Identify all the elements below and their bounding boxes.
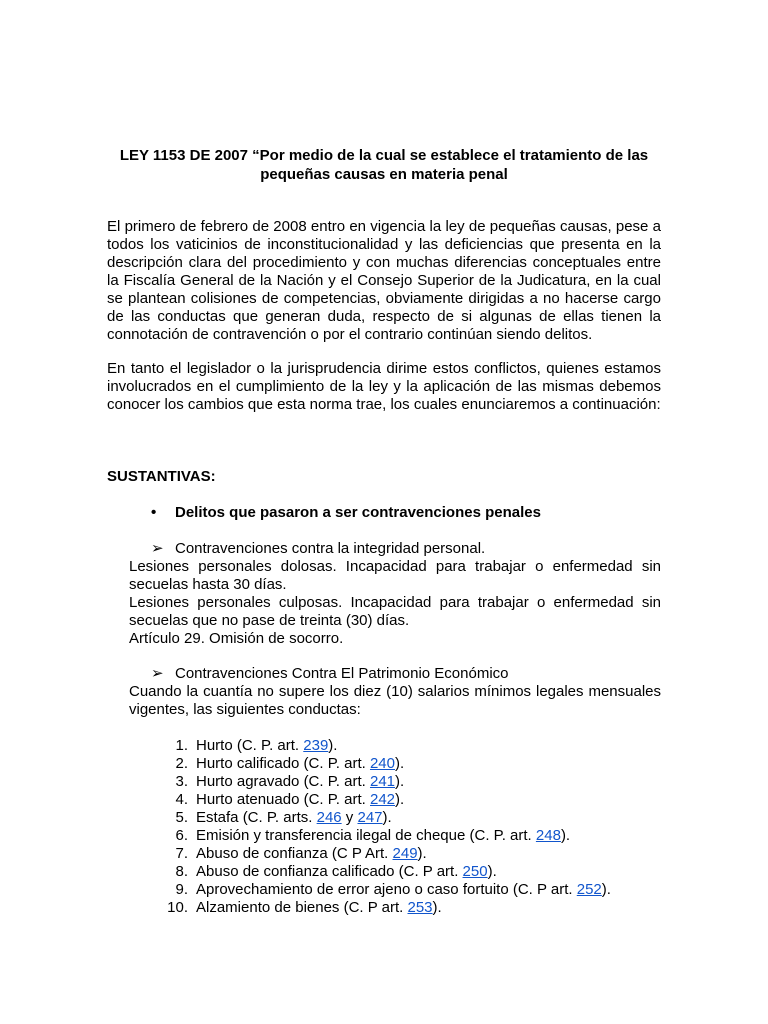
article-link[interactable]: 246 [316, 809, 342, 826]
list-text-post: ). [601, 881, 611, 898]
list-number: 8. [175, 863, 188, 880]
list-text [196, 791, 404, 809]
article-link[interactable]: 241 [369, 773, 396, 790]
subsection-title: Contravenciones contra la integridad personal. [175, 540, 486, 557]
list-item [166, 773, 646, 791]
list-item [166, 737, 646, 755]
list-text-post: ). [432, 899, 442, 916]
bullet-text: Delitos que pasaron a ser contravenciones penales [175, 504, 541, 521]
list-text-post: ). [487, 863, 497, 880]
list-text-pre: Emisión y transferencia ilegal de cheque (C. P. art. [196, 827, 536, 844]
article-link[interactable]: 240 [369, 755, 395, 772]
list-item [166, 899, 646, 917]
list-item [166, 827, 646, 845]
paragraph-intro: El primero de febrero de 2008 entro en vigencia la ley de pequeñas causas, pese a todos los vaticinios de inconstitucionalidad y las deficiencias que presenta en la descripción clara del procedimiento y con muchas diferencias conceptuales entre la Fiscalía General de la Nación y el Consejo Superior de la Judicatura, en la cual se plantean colisiones de competencias, obviamente dirigidas a no hacerse cargo de las conductas que generan duda, respecto de si algunas de ellas tienen la connotación de contravención o por el contrario continúan siendo delitos. [107, 218, 661, 343]
list-item [166, 881, 646, 899]
list-text [196, 737, 337, 755]
detail-line: Lesiones personales culposas. Incapacidad para trabajar o enfermedad sin secuelas que no pase de treinta (30) días. [129, 594, 661, 629]
list-item [166, 845, 646, 863]
list-text [196, 773, 404, 791]
subsection-title: Contravenciones Contra El Patrimonio Económico [175, 665, 509, 682]
list-number: 7. [175, 845, 188, 862]
list-number: 5. [175, 809, 188, 826]
arrow-bullet-icon: ➢ [151, 665, 164, 682]
article-link[interactable]: 250 [462, 863, 488, 880]
patrimony-intro [129, 683, 661, 719]
list-number: 6. [175, 827, 188, 844]
article-link[interactable]: 239 [303, 737, 329, 754]
list-text-pre: Alzamiento de bienes (C. P art. [196, 899, 408, 916]
list-number: 9. [175, 881, 188, 898]
list-text-pre: Hurto calificado (C. P. art. [196, 755, 370, 772]
article-link[interactable]: 247 [357, 809, 383, 826]
list-text [196, 755, 404, 773]
list-text-pre: Hurto atenuado (C. P. art. [196, 791, 370, 808]
section-heading: SUSTANTIVAS: [107, 468, 216, 485]
list-number: 10. [167, 899, 188, 916]
article-link[interactable]: 253 [407, 899, 433, 916]
offense-list [166, 737, 646, 917]
list-text-post: ). [395, 755, 405, 772]
list-item [166, 791, 646, 809]
list-text-post: ). [560, 827, 571, 844]
list-number: 3. [175, 773, 188, 790]
list-text-post: ). [328, 737, 338, 754]
detail-line: Artículo 29. Omisión de socorro. [129, 630, 344, 647]
list-number: 4. [175, 791, 188, 808]
list-text-post: ). [417, 845, 427, 862]
list-text-post: ). [395, 773, 405, 790]
list-text [196, 827, 570, 845]
list-text-pre: Aprovechamiento de error ajeno o caso fortuito (C. P art. [196, 881, 577, 898]
list-text-pre: Hurto agravado (C. P. art. [196, 773, 370, 790]
article-link[interactable]: 248 [535, 827, 561, 844]
detail-line: Lesiones personales dolosas. Incapacidad para trabajar o enfermedad sin secuelas hasta 30 días. [129, 558, 661, 593]
list-text-post: ). [395, 791, 405, 808]
list-text [196, 899, 442, 917]
detail-line: Cuando la cuantía no supere los diez (10) salarios mínimos legales mensuales vigentes, las siguientes conductas: [129, 683, 661, 718]
list-item [166, 809, 646, 827]
list-text-mid: y [341, 809, 358, 826]
list-text-pre: Abuso de confianza calificado (C. P art. [196, 863, 463, 880]
list-text-pre: Estafa (C. P. arts. [196, 809, 317, 826]
list-text-pre: Abuso de confianza (C P Art. [196, 845, 393, 862]
list-text [196, 863, 497, 881]
article-link[interactable]: 249 [392, 845, 418, 862]
article-link[interactable]: 242 [370, 791, 396, 808]
bullet-dot-icon: • [151, 504, 157, 521]
list-text [196, 809, 392, 827]
list-text [196, 881, 611, 899]
paragraph-conflicts: En tanto el legislador o la jurisprudencia dirime estos conflictos, quienes estamos involucrados en el cumplimiento de la ley y la aplicación de las mismas debemos conocer los cambios que esta norma trae, los cuales enunciaremos a continuación: [107, 360, 661, 413]
list-text-pre: Hurto (C. P. art. [196, 737, 304, 754]
list-text [196, 845, 427, 863]
list-item [166, 755, 646, 773]
document-title: LEY 1153 DE 2007 “Por medio de la cual se establece el tratamiento de las pequeñas causas en materia penal [119, 147, 649, 183]
list-number: 1. [175, 737, 188, 754]
list-item [166, 863, 646, 881]
integrity-details [129, 558, 661, 648]
list-text-post: ). [382, 809, 392, 826]
list-number: 2. [175, 755, 188, 772]
arrow-bullet-icon: ➢ [151, 540, 164, 557]
article-link[interactable]: 252 [576, 881, 602, 898]
